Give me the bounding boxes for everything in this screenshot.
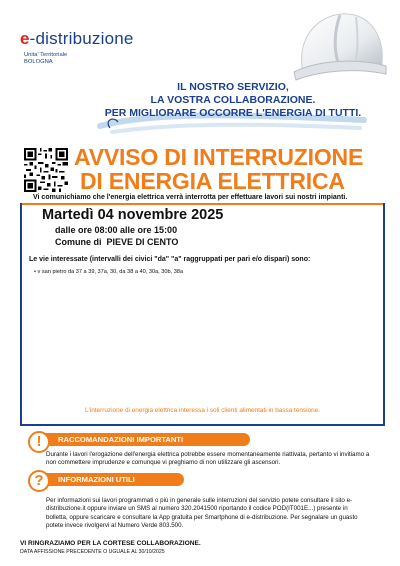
recommendations-body: Durante i lavori l'erogazione dell'energia elettrica potrebbe essere momentaneamente riattivata, pertanto vi invitiamo a non commettere imprudenze e comunque vi preghiamo di non utilizzare gli ascensori. <box>46 451 370 467</box>
affixing-date: DATA AFFISSIONE PRECEDENTE O UGUALE AL 30/10/2025 <box>20 549 165 555</box>
qr-code-icon[interactable] <box>24 148 68 192</box>
warning-icon: ! <box>28 431 50 453</box>
question-icon: ? <box>28 470 50 492</box>
info-heading: INFORMAZIONI UTILI <box>40 473 184 486</box>
street-text: v san pietro da 37 a 39, 37a, 30, da 38 a 40, 30a, 30b, 38a <box>37 269 184 275</box>
low-voltage-notice: L'interruzione di energia elettrica interessa i soli clienti alimentati in bassa tensione. <box>85 407 320 414</box>
slogan-line-3: PER MIGLIORARE OCCORRE L'ENERGIA DI TUTTI. <box>104 107 362 119</box>
unit-label: Unita' Territoriale <box>24 52 68 58</box>
frame-bottom-border <box>20 424 385 426</box>
territorial-unit <box>24 52 67 66</box>
slogan-line-1: IL NOSTRO SERVIZIO, <box>177 81 289 93</box>
logo-text: -distribuzione <box>29 29 134 48</box>
outage-time: dalle ore 08:00 alle ore 15:00 <box>55 225 178 235</box>
slogan-line-2: LA VOSTRA COLLABORAZIONE. <box>150 94 316 106</box>
slogan-banner <box>92 82 374 128</box>
outage-date: Martedì 04 novembre 2025 <box>42 207 224 223</box>
helmet-icon <box>288 4 388 94</box>
intro-text: Vi comunichiamo che l'energia elettrica verrà interrotta per effettuare lavori sui nostri impianti. <box>33 194 348 201</box>
frame-right-border <box>383 203 385 426</box>
recommendations-heading: RACCOMANDAZIONI IMPORTANTI <box>40 433 250 446</box>
municipality-label: Comune di <box>55 237 102 247</box>
street-list-item: • v san pietro da 37 a 39, 37a, 30, da 38 a 40, 30a, 30b, 38a <box>34 269 184 275</box>
frame-left-border <box>20 203 22 426</box>
notice-title-line-2: DI ENERGIA ELETTRICA <box>80 168 345 194</box>
logo-e: e <box>20 29 30 48</box>
outage-municipality <box>55 237 178 247</box>
info-body: Per informazioni sui lavori programmati o più in generale sulle interruzioni del servizio potete consultare il sito e-distribuzione.it oppure inviare un SMS al numero 320.2041500 riportando il codice POD(IT001E...) presente in bolletta, oppure scaricare e consultare la App gratuita per Smartphone di e-distribuzione. Per segnalare un guasto potete invece rivolgervi al Numero Verde 803.500. <box>46 497 358 530</box>
unit-city: BOLOGNA <box>24 59 53 66</box>
municipality-name: PIEVE DI CENTO <box>106 237 179 247</box>
company-logo <box>20 30 134 47</box>
notice-title-line-1: AVVISO DI INTERRUZIONE <box>74 144 364 170</box>
frame-top-border <box>20 203 385 205</box>
streets-heading: Le vie interessate (intervalli dei civici "da" "a" raggruppati per pari e/o dispari) sono: <box>29 256 311 263</box>
thanks-text: VI RINGRAZIAMO PER LA CORTESE COLLABORAZIONE. <box>20 540 201 547</box>
